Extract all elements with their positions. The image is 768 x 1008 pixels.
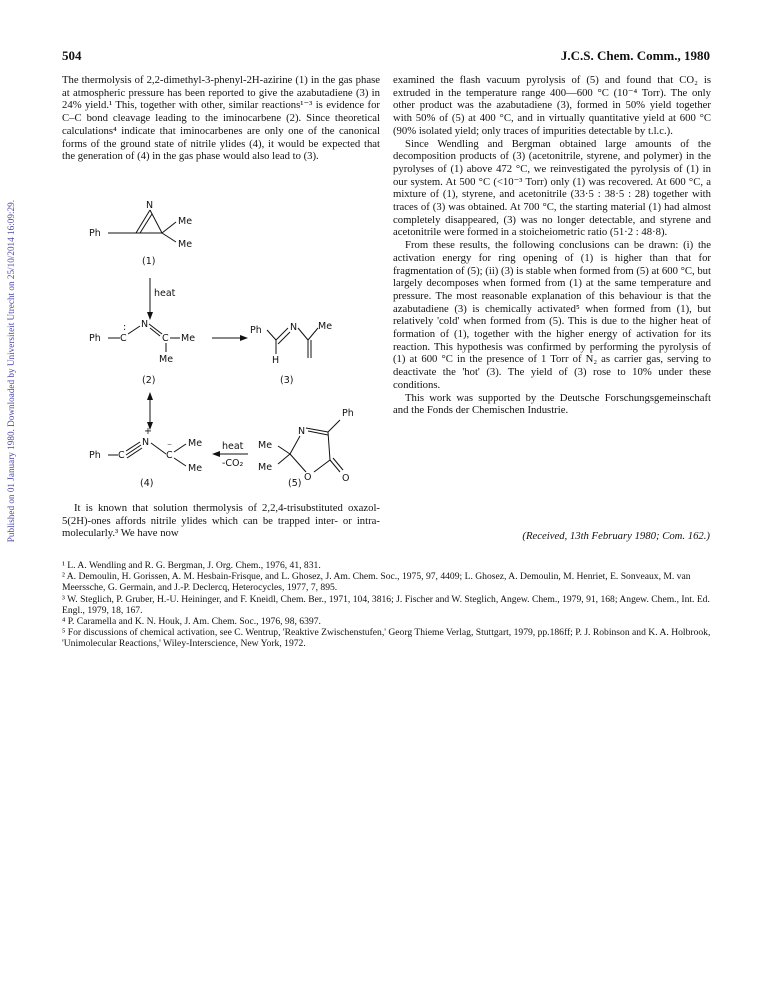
svg-text:⁻: ⁻ bbox=[167, 441, 173, 452]
right-paragraph-3: From these results, the following conclusions can be drawn: (i) the activation energy for ring opening of (1) is higher than that for fragmentation of (5); (ii) (3) is stable when formed from (5) at 600 °C, but largely decomposes when formed from (1) at the same temperature and pressure. The most reasonable explanation of this behaviour is that the azabutadiene (3) is chemically activated⁵ when formed from (1), but relatively 'cold' when formed from (5). This is due to the higher heat of formation of (1), together with the higher energy of activation for its reaction. This hypothesis was confirmed by performing the pyrolysis of (1) at 600 °C in the presence of 1 Torr of N₂ as carrier gas, serving to deactivate the 'hot' (3). The yield of (3) rose to 10% under these conditions. bbox=[393, 239, 711, 391]
me-label-3: Me bbox=[318, 321, 333, 332]
svg-text::: : bbox=[123, 322, 127, 333]
arrow-2-to-3 bbox=[212, 335, 248, 341]
n-label-3: N bbox=[290, 322, 298, 333]
heat-label-1: heat bbox=[154, 288, 176, 299]
compound-1-structure bbox=[89, 200, 192, 267]
n-label-4: N bbox=[142, 437, 150, 448]
me-label-2b: Me bbox=[159, 354, 174, 365]
me-label-4b: Me bbox=[188, 463, 203, 474]
left-column-bottom bbox=[62, 502, 380, 540]
page-number: 504 bbox=[62, 48, 82, 63]
compound-1-label: (1) bbox=[142, 256, 156, 267]
right-column bbox=[393, 74, 711, 417]
heat-arrow-2 bbox=[212, 441, 248, 469]
compound-4-structure bbox=[89, 426, 202, 489]
reference-3: ³ W. Steglich, P. Gruber, H.-U. Heininger, and F. Kneidl, Chem. Ber., 1971, 104, 3816; J. Fischer and W. Steglich, Angew. Chem., 1979, 91, 168; Angew. Chem., Int. Ed. Engl., 1979, 18, 167. bbox=[62, 593, 710, 616]
ph-label-3: Ph bbox=[250, 325, 262, 336]
reaction-scheme bbox=[62, 196, 380, 496]
svg-text:C: C bbox=[166, 450, 173, 461]
me-label-1b: Me bbox=[178, 239, 193, 250]
svg-text:C: C bbox=[118, 450, 125, 461]
compound-2-structure bbox=[89, 319, 195, 386]
n-label-1: N bbox=[146, 200, 154, 211]
compound-5-label: (5) bbox=[288, 478, 302, 489]
left-paragraph-2: It is known that solution thermolysis of 2,2,4-trisubstituted oxazol-5(2H)-ones affords nitrile ylides which can be trapped inter- or intra-molecularly.³ We have now bbox=[62, 502, 380, 540]
me-label-5b: Me bbox=[258, 462, 273, 473]
o-label-5: O bbox=[304, 472, 312, 483]
reference-5: ⁵ For discussions of chemical activation, see C. Wentrup, 'Reaktive Zwischenstufen,' Georg Thieme Verlag, Stuttgart, 1979, pp.186ff; P. J. Robinson and K. A. Holbrook, 'Unimolecular Reactions,' Wiley-Interscience, New York, 1972. bbox=[62, 627, 711, 650]
received-note: (Received, 13th February 1980; Com. 162.) bbox=[522, 530, 710, 542]
ph-label-2: Ph bbox=[89, 333, 101, 344]
me-label-5a: Me bbox=[258, 440, 273, 451]
download-watermark-text: Published on 01 January 1980. Downloaded by Universiteit Utrecht on 25/10/2014 16:09:29. bbox=[6, 200, 16, 543]
left-column-top bbox=[62, 74, 380, 163]
heat-label-2: heat bbox=[222, 441, 244, 452]
reference-2: ² A. Demoulin, H. Gorissen, A. M. Hesbain-Frisque, and L. Ghosez, J. Am. Chem. Soc., 1975, 97, 4409; L. Ghosez, A. Demoulin, M. Henriet, E. Sonveaux, M. van Meerssche, G. Germain, and J.-P. Declercq, Heterocycles, 1977, 7, 895. bbox=[62, 571, 691, 594]
compound-2-label: (2) bbox=[142, 375, 156, 386]
n-label-2: N bbox=[141, 319, 149, 330]
resonance-arrow bbox=[147, 392, 153, 430]
reference-1: ¹ L. A. Wendling and R. G. Bergman, J. Org. Chem., 1976, 41, 831. bbox=[62, 560, 321, 571]
ph-label-4: Ph bbox=[89, 450, 101, 461]
references bbox=[62, 560, 714, 650]
h-label-3: H bbox=[272, 355, 280, 366]
svg-text:C: C bbox=[162, 333, 169, 344]
carbonyl-o-label-5: O bbox=[342, 473, 350, 484]
download-watermark bbox=[6, 200, 18, 620]
me-label-2a: Me bbox=[181, 333, 196, 344]
right-paragraph-1: examined the flash vacuum pyrolysis of (5) and found that CO₂ is extruded in the temperature range 400—600 °C (10⁻⁴ Torr). The only other product was the azabutadiene (3), formed in 50% yield together with 50% of (5) at 400 °C, and in virtually quantitative yield at 600 °C (90% isolated yield; only traces of impurities detectable by t.l.c.). bbox=[393, 74, 711, 137]
co2-label: -CO₂ bbox=[222, 458, 244, 469]
me-label-1a: Me bbox=[178, 216, 193, 227]
ph-label-5: Ph bbox=[342, 408, 354, 419]
compound-4-label: (4) bbox=[140, 478, 154, 489]
left-paragraph-1: The thermolysis of 2,2-dimethyl-3-phenyl-2H-azirine (1) in the gas phase at atmospheric pressure has been reported to give the azabutadiene (3) in 24% yield.¹ This, together with other, similar reactions¹⁻³ is evidence for C–C bond cleavage leading to the iminocarbene (2). Since theoretical calculations⁴ indicate that iminocarbenes are only one of the canonical forms of the ground state of nitrile ylides (4), it would be expected that the generation of (4) in the gas phase would also lead to (3). bbox=[62, 74, 380, 163]
compound-3-label: (3) bbox=[280, 375, 294, 386]
ph-label-1: Ph bbox=[89, 228, 101, 239]
n-label-5: N bbox=[298, 426, 306, 437]
reference-4: ⁴ P. Caramella and K. N. Houk, J. Am. Chem. Soc., 1976, 98, 6397. bbox=[62, 616, 321, 628]
me-label-4a: Me bbox=[188, 438, 203, 449]
compound-3-structure bbox=[250, 321, 332, 386]
plus-label-4: + bbox=[144, 426, 152, 437]
right-paragraph-4: This work was supported by the Deutsche Forschungsgemeinschaft and the Fonds der Chemischen Industrie. bbox=[393, 391, 711, 417]
journal-header: J.C.S. Chem. Comm., 1980 bbox=[560, 48, 710, 63]
right-paragraph-2: Since Wendling and Bergman obtained large amounts of the decomposition products of (3) (acetonitrile, styrene, and polymer) in the pyrolyses of (1) above 472 °C, we reinvestigated the pyrolysis of (1) in our system. At 500 °C (<10⁻³ Torr) only (1) was recovered. At 600 °C, a mixture of (1), styrene, and acetonitrile (33·5 : 38·5 : 28) together with traces of (3) was obtained. At 700 °C, the starting material (1) had almost completely disappeared, (3) was no longer detectable, and styrene and acetonitrile were formed in a stoicheiometric ratio (51·2 : 48·8). bbox=[393, 137, 711, 239]
compound-5-structure bbox=[258, 408, 354, 489]
svg-text:C: C bbox=[120, 333, 127, 344]
heat-arrow-1 bbox=[147, 278, 176, 320]
